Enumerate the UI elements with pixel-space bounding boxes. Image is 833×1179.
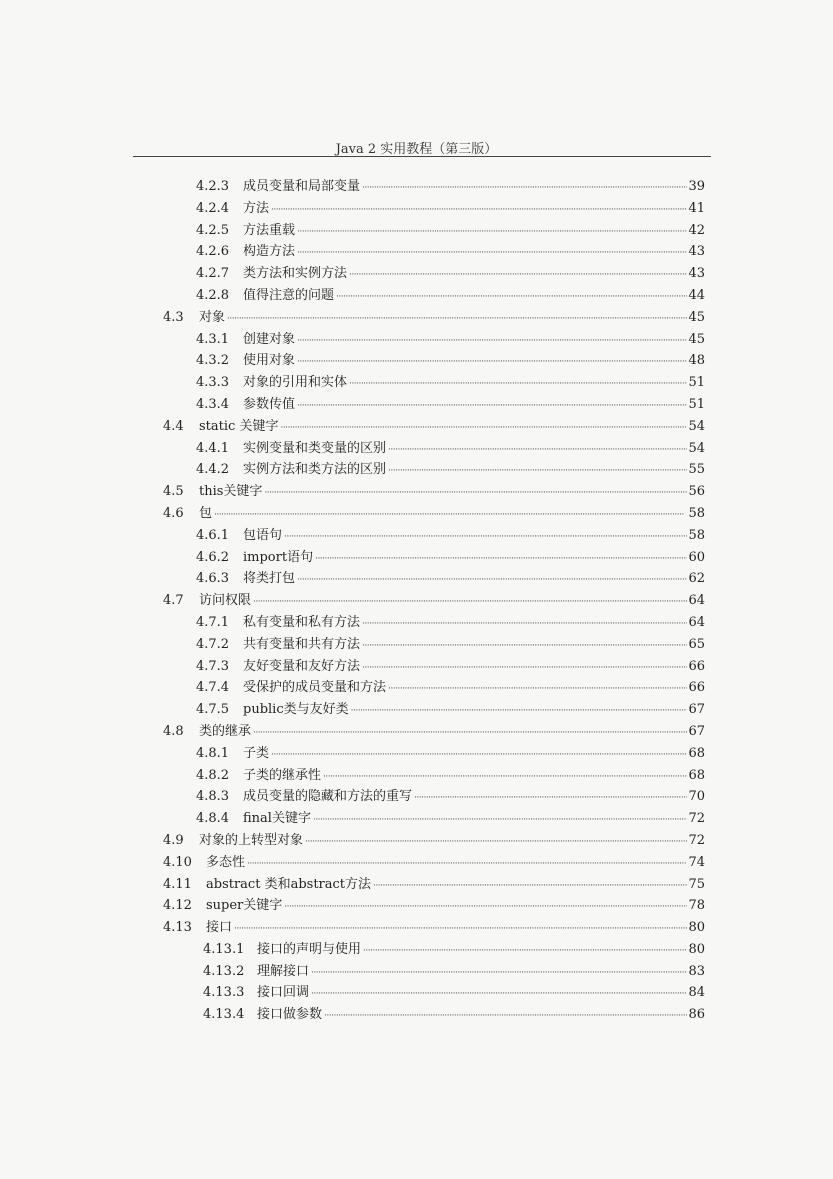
dot-leader xyxy=(349,265,687,287)
toc-entry-line xyxy=(243,263,705,287)
toc-entry-page: 65 xyxy=(688,636,705,652)
toc-entry-number: 4.7.1 xyxy=(196,614,230,630)
toc-entry-number: 4.7.5 xyxy=(196,702,230,718)
dot-leader xyxy=(227,309,687,331)
toc-entry-number: 4.3 xyxy=(163,309,184,325)
toc-entry-title: 接口的声明与使用 xyxy=(257,941,362,957)
toc-entry-title: abstract 类和abstract方法 xyxy=(206,876,372,892)
running-header: Java 2 实用教程（第三版） xyxy=(335,142,498,157)
dot-leader xyxy=(362,636,687,658)
toc-entry-number: 4.9 xyxy=(163,832,184,848)
toc-entry-page: 42 xyxy=(688,222,705,238)
toc-entry-number: 4.7.3 xyxy=(196,658,230,674)
toc-entry-title: 包 xyxy=(199,505,213,521)
toc-entry-number: 4.8.2 xyxy=(196,767,230,783)
toc-entry-line xyxy=(243,525,705,549)
dot-leader xyxy=(336,287,687,309)
toc-entry xyxy=(0,699,833,721)
toc-entry-title: 接口 xyxy=(206,920,233,936)
toc-entry-page: 41 xyxy=(688,200,705,216)
toc-entry xyxy=(0,438,833,460)
dot-leader xyxy=(311,963,687,985)
toc-entry-line xyxy=(243,198,705,222)
toc-entry xyxy=(0,481,833,503)
toc-entry-line xyxy=(257,961,705,985)
toc-entry-number: 4.6.2 xyxy=(196,549,230,565)
toc-entry-number: 4.2.6 xyxy=(196,244,230,260)
toc-entry xyxy=(0,961,833,983)
toc-entry-title: 成员变量和局部变量 xyxy=(243,179,361,194)
toc-entry-line xyxy=(199,416,705,440)
toc-entry-line xyxy=(243,699,705,723)
toc-entry xyxy=(0,656,833,678)
toc-entry-page: 75 xyxy=(688,876,705,892)
toc-entry-line xyxy=(243,241,705,265)
toc-entry xyxy=(0,307,833,329)
toc-entry-title: import语句 xyxy=(243,549,314,565)
dot-leader xyxy=(351,701,688,723)
toc-entry xyxy=(0,765,833,787)
toc-entry-number: 4.3.1 xyxy=(196,331,230,347)
toc-entry xyxy=(0,503,833,525)
toc-entry-line xyxy=(206,917,705,941)
toc-entry-title: 使用对象 xyxy=(243,353,296,369)
dot-leader xyxy=(280,418,687,440)
toc-entry-line xyxy=(199,307,705,331)
dot-leader xyxy=(297,396,687,418)
toc-entry xyxy=(0,677,833,699)
toc-entry-number: 4.7 xyxy=(163,593,184,609)
dot-leader xyxy=(297,243,687,265)
toc-entry-title: 包语句 xyxy=(243,527,283,543)
toc-entry xyxy=(0,1004,833,1026)
toc-entry xyxy=(0,547,833,569)
dot-leader xyxy=(271,745,687,767)
toc-entry-title: public类与友好类 xyxy=(243,702,349,718)
toc-entry-number: 4.2.7 xyxy=(196,266,230,282)
dot-leader xyxy=(297,331,687,353)
toc-entry xyxy=(0,721,833,743)
toc-entry-page: 54 xyxy=(688,418,705,434)
toc-entry-line xyxy=(199,721,705,745)
toc-entry-number: 4.3.4 xyxy=(196,396,230,412)
toc-entry-page: 62 xyxy=(688,571,705,587)
toc-entry xyxy=(0,176,833,198)
toc-entry-page: 64 xyxy=(688,593,705,609)
toc-entry-line xyxy=(243,438,705,462)
toc-entry-number: 4.13 xyxy=(163,920,192,936)
header-rule xyxy=(133,156,711,157)
toc-entry-line xyxy=(243,786,705,810)
toc-entry-title: 对象的上转型对象 xyxy=(199,832,304,848)
toc-entry-page: 60 xyxy=(688,549,705,565)
toc-entry-title: 受保护的成员变量和方法 xyxy=(243,680,387,696)
toc-entry-page: 43 xyxy=(688,266,705,282)
toc-entry-line xyxy=(206,852,705,876)
toc-entry-title: 类的继承 xyxy=(199,723,252,739)
toc-entry-number: 4.6 xyxy=(163,505,184,521)
dot-leader xyxy=(234,919,687,941)
dot-leader xyxy=(323,767,687,789)
toc-entry-number: 4.11 xyxy=(163,876,192,892)
toc-entry-line xyxy=(199,830,705,854)
toc-entry-page: 67 xyxy=(688,723,705,739)
toc-entry-line xyxy=(257,982,705,1006)
toc-entry xyxy=(0,416,833,438)
toc-entry-title: 对象的引用和实体 xyxy=(243,375,348,391)
toc-entry-title: 参数传值 xyxy=(243,396,296,412)
toc-entry-title: 多态性 xyxy=(206,854,246,870)
toc-entry-title: 方法 xyxy=(243,200,270,216)
dot-leader xyxy=(297,222,687,244)
toc-entry-title: 友好变量和友好方法 xyxy=(243,658,361,674)
toc-entry-number: 4.6.1 xyxy=(196,527,230,543)
toc-entry-page: 45 xyxy=(688,331,705,347)
toc-entry-title: 子类的继承性 xyxy=(243,767,322,783)
toc-entry-title: 实例方法和类方法的区别 xyxy=(243,462,387,478)
toc-entry-page: 67 xyxy=(688,702,705,718)
toc-entry-page: 48 xyxy=(688,353,705,369)
toc-entry xyxy=(0,459,833,481)
toc-entry-line xyxy=(243,634,705,658)
toc-entry-number: 4.4.1 xyxy=(196,440,230,456)
toc-entry xyxy=(0,917,833,939)
dot-leader xyxy=(313,810,688,832)
toc-entry-title: final关键字 xyxy=(243,811,311,827)
toc-entry-line xyxy=(243,394,705,418)
dot-leader xyxy=(253,723,687,745)
toc-entry-page: 44 xyxy=(688,287,705,303)
toc-entry-line xyxy=(243,459,705,483)
toc-entry-page: 80 xyxy=(688,920,705,936)
toc-entry-line xyxy=(243,547,705,571)
dot-leader xyxy=(414,788,687,810)
toc-entry-page: 68 xyxy=(688,767,705,783)
toc-entry-number: 4.13.1 xyxy=(203,941,245,957)
toc-entry-page: 72 xyxy=(688,811,705,827)
toc-entry-page: 78 xyxy=(688,898,705,914)
dot-leader xyxy=(373,876,687,898)
dot-leader xyxy=(362,614,687,636)
toc-entry-line xyxy=(243,329,705,353)
toc-entry xyxy=(0,743,833,765)
toc-entry-page: 51 xyxy=(688,375,705,391)
toc-entry-line xyxy=(243,677,705,701)
toc-entry xyxy=(0,786,833,808)
dot-leader xyxy=(388,461,687,483)
toc-entry xyxy=(0,394,833,416)
toc-entry-page: 72 xyxy=(688,832,705,848)
toc-entry xyxy=(0,198,833,220)
dot-leader xyxy=(284,527,687,549)
toc-entry-line xyxy=(243,765,705,789)
toc-entry xyxy=(0,852,833,874)
toc-entry-number: 4.4 xyxy=(163,418,184,434)
toc-entry-number: 4.8.1 xyxy=(196,745,230,761)
toc-entry xyxy=(0,372,833,394)
table-of-contents xyxy=(0,176,833,1026)
toc-entry xyxy=(0,808,833,830)
toc-entry-title: 方法重载 xyxy=(243,222,296,238)
toc-entry xyxy=(0,241,833,263)
toc-entry-title: 创建对象 xyxy=(243,331,296,347)
toc-entry xyxy=(0,874,833,896)
toc-entry-number: 4.7.4 xyxy=(196,680,230,696)
toc-entry-page: 70 xyxy=(688,789,705,805)
toc-entry-number: 4.5 xyxy=(163,484,184,500)
toc-entry-page: 64 xyxy=(688,614,705,630)
toc-entry xyxy=(0,350,833,372)
toc-entry-page: 86 xyxy=(688,1007,705,1023)
toc-entry-line xyxy=(243,808,705,832)
toc-entry-title: static 关键字 xyxy=(199,418,279,434)
toc-entry-title: 子类 xyxy=(243,745,270,761)
dot-leader xyxy=(363,941,687,963)
toc-entry-number: 4.3.3 xyxy=(196,375,230,391)
toc-entry-line xyxy=(206,874,705,898)
toc-entry-page: 74 xyxy=(688,854,705,870)
dot-leader xyxy=(264,483,687,505)
toc-entry xyxy=(0,895,833,917)
toc-entry-page: 66 xyxy=(688,658,705,674)
toc-entry xyxy=(0,939,833,961)
toc-entry xyxy=(0,285,833,307)
toc-entry-page: 43 xyxy=(688,244,705,260)
toc-entry-line xyxy=(199,503,705,527)
dot-leader xyxy=(362,178,687,200)
toc-entry-title: 成员变量的隐藏和方法的重写 xyxy=(243,789,413,805)
toc-entry xyxy=(0,612,833,634)
dot-leader xyxy=(297,570,687,592)
toc-entry-title: 对象 xyxy=(199,309,226,325)
dot-leader xyxy=(284,897,687,919)
toc-entry xyxy=(0,590,833,612)
dot-leader xyxy=(315,549,687,571)
toc-entry-title: 接口回调 xyxy=(257,985,310,1001)
toc-entry-line xyxy=(243,285,705,309)
toc-entry-line xyxy=(199,481,705,505)
toc-entry-number: 4.13.3 xyxy=(203,985,245,1001)
toc-entry-title: 共有变量和共有方法 xyxy=(243,636,361,652)
toc-entry-title: 将类打包 xyxy=(243,571,296,587)
toc-entry-title: super关键字 xyxy=(206,898,283,914)
toc-entry-line xyxy=(257,1004,705,1028)
dot-leader xyxy=(214,505,687,527)
toc-entry-line xyxy=(243,612,705,636)
toc-entry-page: 58 xyxy=(688,505,705,521)
dot-leader xyxy=(271,200,687,222)
toc-entry-line xyxy=(243,220,705,244)
toc-entry-page: 56 xyxy=(688,484,705,500)
toc-entry xyxy=(0,220,833,242)
toc-entry-page: 54 xyxy=(688,440,705,456)
toc-entry-page: 68 xyxy=(688,745,705,761)
toc-entry-number: 4.3.2 xyxy=(196,353,230,369)
toc-entry-page: 80 xyxy=(688,941,705,957)
toc-entry-number: 4.13.2 xyxy=(203,963,245,979)
dot-leader xyxy=(253,592,687,614)
dot-leader xyxy=(349,374,687,396)
toc-entry-number: 4.12 xyxy=(163,898,192,914)
toc-entry-page: 84 xyxy=(688,985,705,1001)
toc-entry xyxy=(0,329,833,351)
toc-entry-number: 4.10 xyxy=(163,854,192,870)
toc-entry-line xyxy=(243,568,705,592)
toc-entry-number: 4.2.8 xyxy=(196,287,230,303)
dot-leader xyxy=(297,352,687,374)
toc-entry-number: 4.6.3 xyxy=(196,571,230,587)
toc-entry-title: 接口做参数 xyxy=(257,1007,323,1023)
toc-entry-line xyxy=(243,656,705,680)
toc-entry-title: 类方法和实例方法 xyxy=(243,266,348,282)
toc-entry-page: 55 xyxy=(688,462,705,478)
toc-entry-number: 4.8.3 xyxy=(196,789,230,805)
toc-entry-title: 理解接口 xyxy=(257,963,310,979)
toc-entry-title: 私有变量和私有方法 xyxy=(243,614,361,630)
toc-entry-title: 实例变量和类变量的区别 xyxy=(243,440,387,456)
dot-leader xyxy=(362,658,687,680)
toc-entry-line xyxy=(199,590,705,614)
dot-leader xyxy=(388,679,687,701)
toc-entry-number: 4.8 xyxy=(163,723,184,739)
dot-leader xyxy=(247,854,687,876)
toc-entry-line xyxy=(243,350,705,374)
dot-leader xyxy=(305,832,687,854)
toc-entry-page: 51 xyxy=(688,396,705,412)
toc-entry-line xyxy=(243,372,705,396)
toc-entry-line xyxy=(243,743,705,767)
toc-entry-number: 4.4.2 xyxy=(196,462,230,478)
toc-entry-line xyxy=(257,939,705,963)
dot-leader xyxy=(324,1006,687,1028)
toc-entry-number: 4.2.5 xyxy=(196,222,230,238)
toc-entry xyxy=(0,263,833,285)
toc-entry-line xyxy=(206,895,705,919)
toc-entry xyxy=(0,525,833,547)
toc-entry xyxy=(0,830,833,852)
dot-leader xyxy=(388,440,687,462)
toc-entry-number: 4.2.3 xyxy=(196,179,230,194)
toc-entry xyxy=(0,568,833,590)
toc-entry-page: 39 xyxy=(688,179,705,194)
toc-entry-page: 66 xyxy=(688,680,705,696)
toc-entry-number: 4.7.2 xyxy=(196,636,230,652)
toc-entry-title: 值得注意的问题 xyxy=(243,287,335,303)
toc-entry-title: 构造方法 xyxy=(243,244,296,260)
toc-entry-number: 4.8.4 xyxy=(196,811,230,827)
toc-entry-title: 访问权限 xyxy=(199,593,252,609)
toc-entry-number: 4.2.4 xyxy=(196,200,230,216)
toc-entry xyxy=(0,982,833,1004)
toc-entry xyxy=(0,634,833,656)
toc-entry-page: 58 xyxy=(688,527,705,543)
toc-entry-title: this关键字 xyxy=(199,484,263,500)
dot-leader xyxy=(311,984,687,1006)
toc-entry-number: 4.13.4 xyxy=(203,1007,245,1023)
toc-entry-page: 83 xyxy=(688,963,705,979)
toc-entry-line xyxy=(243,176,705,200)
toc-entry-page: 45 xyxy=(688,309,705,325)
